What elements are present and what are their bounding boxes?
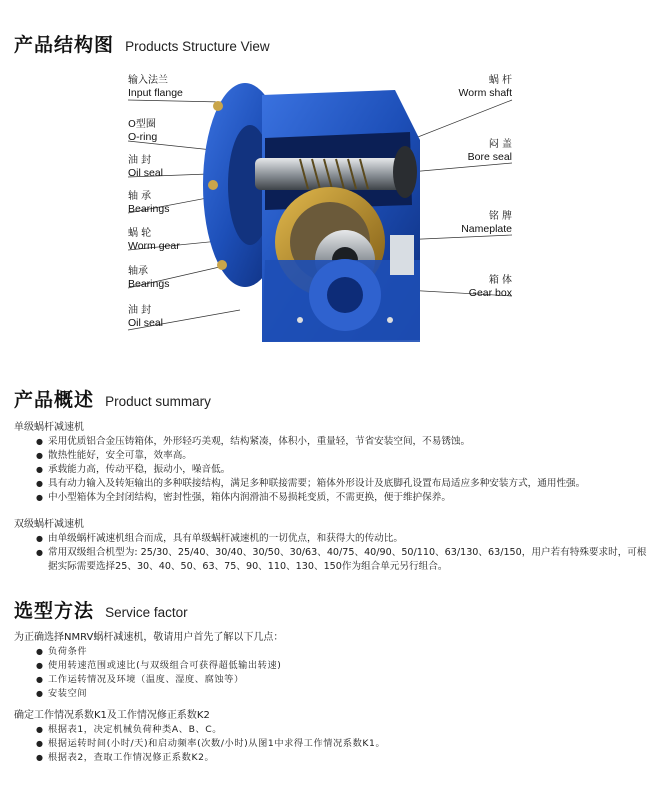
single-stage-heading: 单级蜗杆减速机 <box>14 422 84 433</box>
service-section-title <box>14 596 188 623</box>
list-item: ● 工作运转情况及环境（温度、湿度、腐蚀等） <box>36 673 283 687</box>
summary-title-cn: 产品概述 <box>14 389 95 411</box>
list-item: ● 使用转速范围或速比(与双级组合可获得超低输出转速) <box>36 659 283 673</box>
label-worm-shaft: 蜗 杆 Worm shaft <box>458 75 512 99</box>
double-stage-heading: 双级蜗杆减速机 <box>14 519 84 530</box>
list-item: ● 散热性能好，安全可靠，效率高。 <box>36 449 585 463</box>
service-intro-heading: 为正确选择NMRV蜗杆减速机，敬请用户首先了解以下几点： <box>14 632 284 643</box>
label-nameplate: 铭 牌 Nameplate <box>461 211 512 235</box>
label-bore-seal: 闷 盖 Bore seal <box>467 139 512 163</box>
single-stage-block <box>14 418 585 505</box>
service-intro-list <box>14 645 283 701</box>
service-title-cn: 选型方法 <box>14 600 95 622</box>
list-item: ● 负荷条件 <box>36 645 283 659</box>
list-item: ● 常用双级组合机型为: 25/30、25/40、30/40、30/50、30/63、40/75、40/90、50/110、63/130、63/150，用户若有特殊要求时，可根据实际需要选择25、30、40、50、63、75、90、110、130、150作为组合单元另行组合。 <box>36 546 648 574</box>
double-stage-block <box>14 515 648 574</box>
summary-section-title <box>14 385 211 412</box>
label-worm-gear: 蜗 轮 Worm gear <box>128 228 180 252</box>
service-intro-block <box>14 628 283 701</box>
structure-title-en: Products Structure View <box>125 39 270 54</box>
list-item: ● 承载能力高，传动平稳，振动小，噪音低。 <box>36 463 585 477</box>
list-item: ● 根据表2，查取工作情况修正系数K2。 <box>36 751 385 765</box>
service-k-list <box>14 723 385 765</box>
service-k-heading: 确定工作情况系数K1及工作情况修正系数K2 <box>14 710 210 721</box>
service-k-block <box>14 706 385 765</box>
label-bearings-1: 轴 承 Bearings <box>128 191 170 215</box>
label-o-ring: O型圈 O-ring <box>128 119 158 143</box>
label-oil-seal-2: 油 封 Oil seal <box>128 305 164 329</box>
structure-section-title <box>14 30 270 57</box>
structure-title-cn: 产品结构图 <box>14 34 115 56</box>
gearbox-illustration <box>0 60 660 350</box>
list-item: ● 安装空间 <box>36 687 283 701</box>
structure-diagram <box>0 60 660 350</box>
single-stage-list <box>14 435 585 505</box>
summary-title-en: Product summary <box>105 394 211 409</box>
label-input-flange: 输入法兰 Input flange <box>128 75 183 99</box>
list-item: ● 中小型箱体为全封闭结构，密封性强，箱体内润滑油不易损耗变质，不需更换，便于维护保养。 <box>36 491 585 505</box>
label-bearings-2: 轴承 Bearings <box>128 266 170 290</box>
list-item: ● 根据表1，决定机械负荷种类A、B、C。 <box>36 723 385 737</box>
list-item: ● 具有动力输入及转矩输出的多种联接结构，满足多种联接需要；箱体外形设计及底脚孔设置布局适应多种安装方式，通用性强。 <box>36 477 585 491</box>
label-oil-seal-1: 油 封 Oil seal <box>128 155 164 179</box>
list-item: ● 采用优质铝合金压铸箱体，外形轻巧美观，结构紧凑，体积小，重量轻，节省安装空间，不易锈蚀。 <box>36 435 585 449</box>
label-gear-box: 箱 体 Gear box <box>468 275 512 299</box>
double-stage-list <box>14 532 648 574</box>
list-item: ● 由单级蜗杆减速机组合而成，具有单级蜗杆减速机的一切优点，和获得大的传动比。 <box>36 532 648 546</box>
list-item: ● 根据运转时间(小时/天)和启动频率(次数/小时)从图1中求得工作情况系数K1。 <box>36 737 385 751</box>
service-title-en: Service factor <box>105 605 188 620</box>
